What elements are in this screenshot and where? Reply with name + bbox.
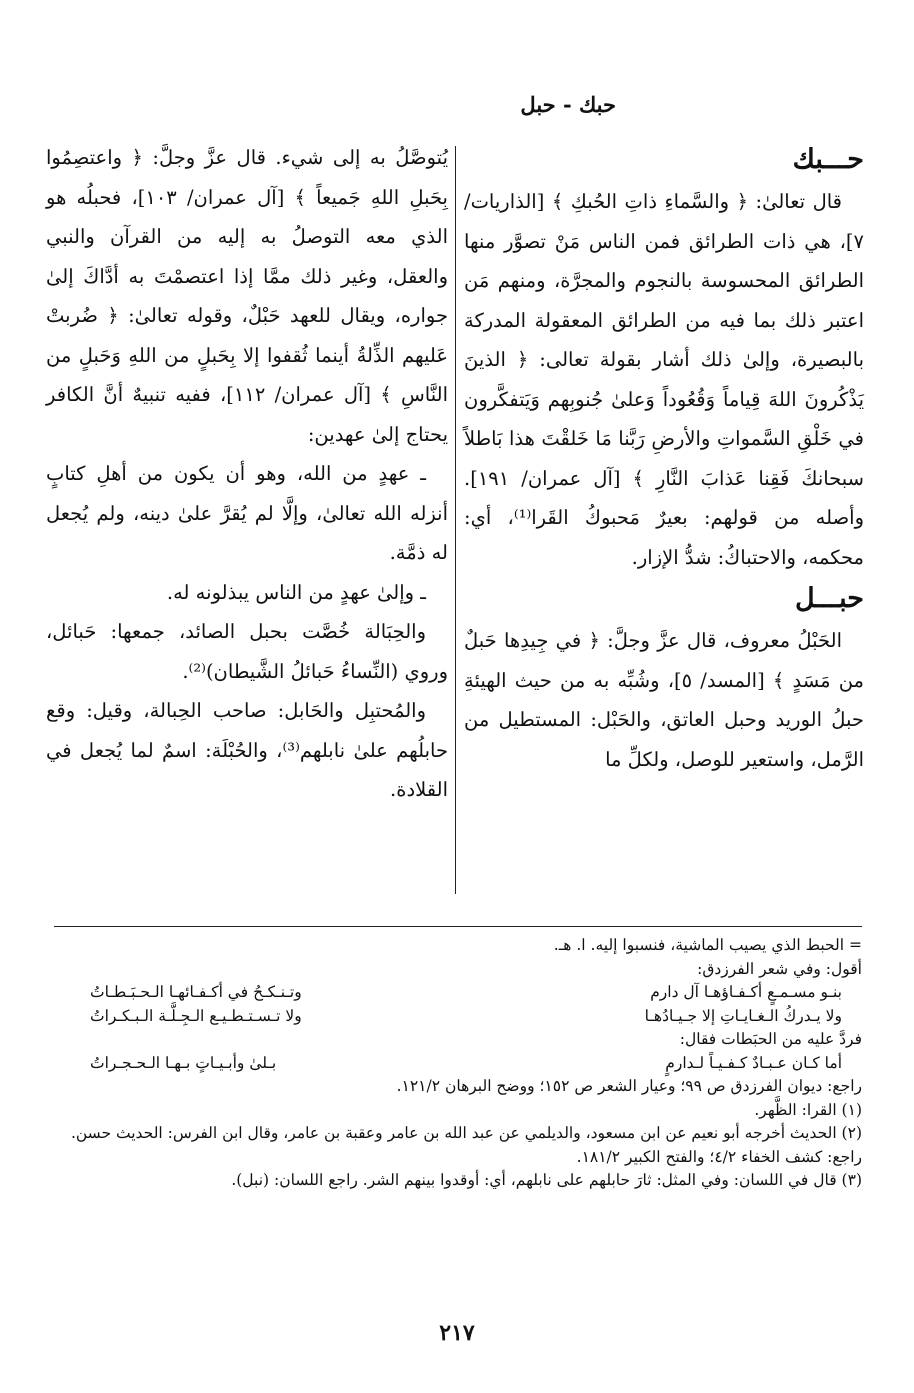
page-number: ٢١٧ — [439, 1320, 475, 1346]
verse-line — [50, 1005, 862, 1029]
paragraph: يُتوصَّلُ به إلى شيء. قال عزَّ وجلَّ: ﴿ واعتصِمُوا بِحَبلِ اللهِ جَميعاً ﴾ [آل عمران/ ١٠٣]، فحبلُه هو الذي معه التوصلُ به إليه من القرآن والنبي والعقل، وغير ذلك ممَّا إذا اعتصمْتَ به أدَّاكَ إلىٰ جواره، ويقال للعهد حَبْلٌ، وقوله تعالىٰ: ﴿ ضُربتْ عَليهم الذِّلةُ أينما ثُقفوا إلا بِحَبلٍ من اللهِ وَحَبلٍ من النَّاسِ ﴾ [آل عمران/ ١١٢]، ففيه تنبيهٌ أنَّ الكافر يحتاج إلىٰ عهدين: — [46, 146, 448, 446]
page-header-title: حبك - حبل — [520, 92, 616, 117]
paragraph: والمُحتبِل والحَابل: صاحب الحِبالة، وقيل: وقع حابلُهم علىٰ نابلهم⁽³⁾، والحُبْلَة: اسمٌ لما يُجعل في القلادة. — [46, 699, 449, 801]
paragraph: ـ وإلىٰ عهدٍ من الناس يبذلونه له. — [166, 580, 426, 604]
footnote-3: (٣) قال في اللسان: وفي المثل: ثارَ حابلهم على نابلهم، أي: أوقدوا بينهم الشر. راجع اللسان: (نبل). — [231, 1171, 862, 1189]
entry-text-habl: الحَبْلُ معروف، قال عزَّ وجلَّ: ﴿ في جِيدِها حَبلٌ من مَسَدٍ ﴾ [المسد/ ٥]، وشُبِّه به من حيث الهيئةِ حبلُ الوريد وحبل العاتق، والحَبْل: المستطيل من الرَّمل، واستعير للوصل، ولكلِّ ما — [464, 629, 864, 771]
footnote-reference: راجع: ديوان الفرزدق ص ٩٩؛ وعيار الشعر ص ١٥٢؛ ووضح البرهان ١٢١/٢. — [396, 1077, 862, 1095]
footnote-rule — [54, 926, 862, 927]
quote-intro: أقول: وفي شعر الفرزدق: — [697, 959, 862, 978]
entry-text-habak: قال تعالىٰ: ﴿ والسَّماءِ ذاتِ الحُبكِ ﴾ [الذاريات/ ٧]، هي ذات الطرائق فمن الناس مَنْ تصوَّر منها الطرائق المحسوسة بالنجوم والمجرَّة، ومنهم مَن اعتبر ذلك بما فيه من الطرائق المعقولة المدركة بالبصيرة، وإلىٰ ذلك أشار بقولة تعالى: ﴿ الذينَ يَذْكُرونَ اللهَ قِياماً وَقُعُوداً وَعلىٰ جُنوبِهم وَيَتفكَّرون في خَلْقِ السَّمواتِ والأرضِ رَبَّنا مَا خَلقْتَ هذا بَاطلاً سبحانكَ فَقِنا عَذابَ النَّارِ ﴾ [آل عمران/ ١٩١]. وأصله من قولهم: بعيرٌ مَحبوكُ القَرا⁽¹⁾، أي: محكمه، والاحتباكُ: شدُّ الإزار. — [464, 190, 864, 569]
footnote-continuation: = الحبط الذي يصيب الماشية، فنسبوا إليه. ا. هـ. — [553, 936, 862, 954]
footnote-2: (٢) الحديث أخرجه أبو نعيم عن ابن مسعود، والديلمي عن عبد الله بن عامر وعقبة بن عامر، وقال ابن الفرس: الحديث حسن. راجع: كشف الخفاء ٤/٢؛ والفتح الكبير ١٨١/٢. — [70, 1124, 862, 1166]
entry-heading-habak: حـــبك — [792, 144, 864, 175]
verse-hemistich: أما كـان عـبـادٌ كـفـيـاً لـدارمٍ — [665, 1053, 842, 1072]
verse-line — [50, 1052, 862, 1076]
right-column — [464, 138, 864, 779]
verse-line — [50, 981, 862, 1005]
verse-hemistich: ولا تـسـتـطـيـع الـجِـلَّـة الـبـكـراتُ — [90, 1006, 302, 1025]
paragraph: ـ عهدٍ من الله، وهو أن يكون من أهلِ كتابٍ أنزله الله تعالىٰ، وإلَّا لم يُقرَّ علىٰ دينه، ولم يُجعل له ذمَّة. — [46, 462, 448, 564]
reply-intro: فردَّ عليه من الحبَطات فقال: — [679, 1030, 862, 1048]
entry-heading-habl: حبـــل — [794, 583, 864, 614]
verse-hemistich: بـلىٰ وأبـيـاتٍ بـهـا الـحـجـراتُ — [90, 1053, 277, 1072]
verse-hemistich: بنـو مسـمـعٍ أكـفـاؤهـا آل دارم — [650, 983, 842, 1001]
footnote-1: (١) القرا: الظَّهر. — [754, 1100, 862, 1119]
verse-hemistich: ولا يـدركُ الـغـايـاتِ إلا جـيـادُهـا — [644, 1006, 842, 1025]
left-column — [46, 138, 448, 810]
paragraph: والحِبَالة خُصَّت بحبل الصائد، جمعها: حَبائل، وروي (النِّساءُ حَبائلُ الشَّيطان)⁽²⁾. — [46, 620, 448, 683]
column-divider — [455, 146, 456, 894]
verse-hemistich: وتـنـكـحُ في أكـفـائهـا الـحـبَـطـاتُ — [90, 983, 302, 1001]
footnotes — [50, 934, 862, 1193]
